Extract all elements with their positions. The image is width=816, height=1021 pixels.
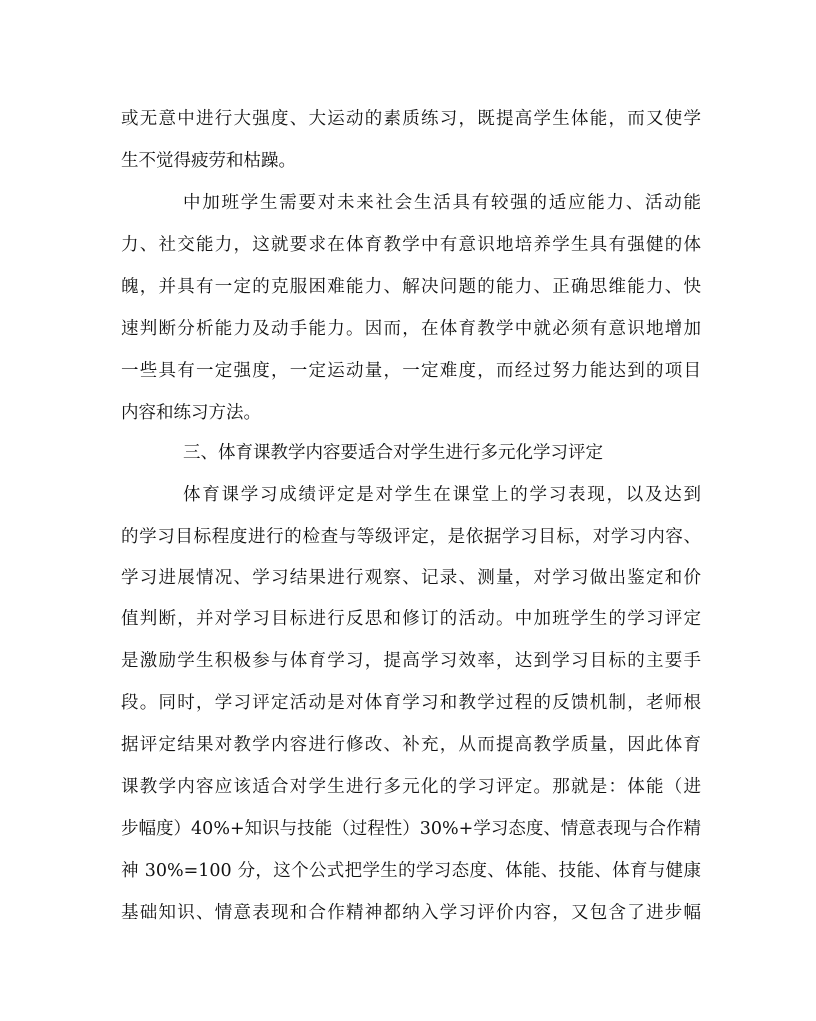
paragraph-line: 课教学内容应该适合对学生进行多元化的学习评定。那就是：体能（进: [121, 777, 701, 797]
paragraph-line: 或无意中进行大强度、大运动的素质练习，既提高学生体能，而又使学: [121, 109, 701, 129]
paragraph-line: 内容和练习方法。: [121, 403, 261, 423]
paragraph-line: 值判断，并对学习目标进行反思和修订的活动。中加班学生的学习评定: [121, 609, 701, 629]
paragraph-line: 速判断分析能力及动手能力。因而，在体育教学中就必须有意识地增加: [121, 319, 701, 339]
paragraph-line: 学习进展情况、学习结果进行观察、记录、测量，对学习做出鉴定和价: [121, 568, 701, 588]
paragraph-line: 一些具有一定强度，一定运动量，一定难度，而经过努力能达到的项目: [121, 361, 701, 381]
paragraph-line: 据评定结果对教学内容进行修改、补充，从而提高教学质量，因此体育: [121, 735, 701, 755]
paragraph-line: 中加班学生需要对未来社会生活具有较强的适应能力、活动能: [183, 193, 701, 213]
paragraph-line: 步幅度）40%+知识与技能（过程性）30%+学习态度、情意表现与合作精: [121, 819, 701, 839]
paragraph-line: 力、社交能力，这就要求在体育教学中有意识地培养学生具有强健的体: [121, 235, 701, 255]
paragraph-line: 生不觉得疲劳和枯躁。: [121, 151, 296, 171]
paragraph-line: 体育课学习成绩评定是对学生在课堂上的学习表现，以及达到: [183, 485, 701, 505]
paragraph-line: 神 30%=100 分，这个公式把学生的学习态度、体能、技能、体育与健康: [121, 861, 701, 881]
section-heading: 三、体育课教学内容要适合对学生进行多元化学习评定: [183, 443, 603, 463]
paragraph-line: 的学习目标程度进行的检查与等级评定，是依据学习目标，对学习内容、: [121, 527, 701, 547]
paragraph-line: 段。同时，学习评定活动是对体育学习和教学过程的反馈机制，老师根: [121, 693, 701, 713]
paragraph-line: 魄，并具有一定的克服困难能力、解决问题的能力、正确思维能力、快: [121, 277, 701, 297]
paragraph-line: 是激励学生积极参与体育学习，提高学习效率，达到学习目标的主要手: [121, 651, 701, 671]
paragraph-line: 基础知识、情意表现和合作精神都纳入学习评价内容，又包含了进步幅: [121, 903, 701, 923]
